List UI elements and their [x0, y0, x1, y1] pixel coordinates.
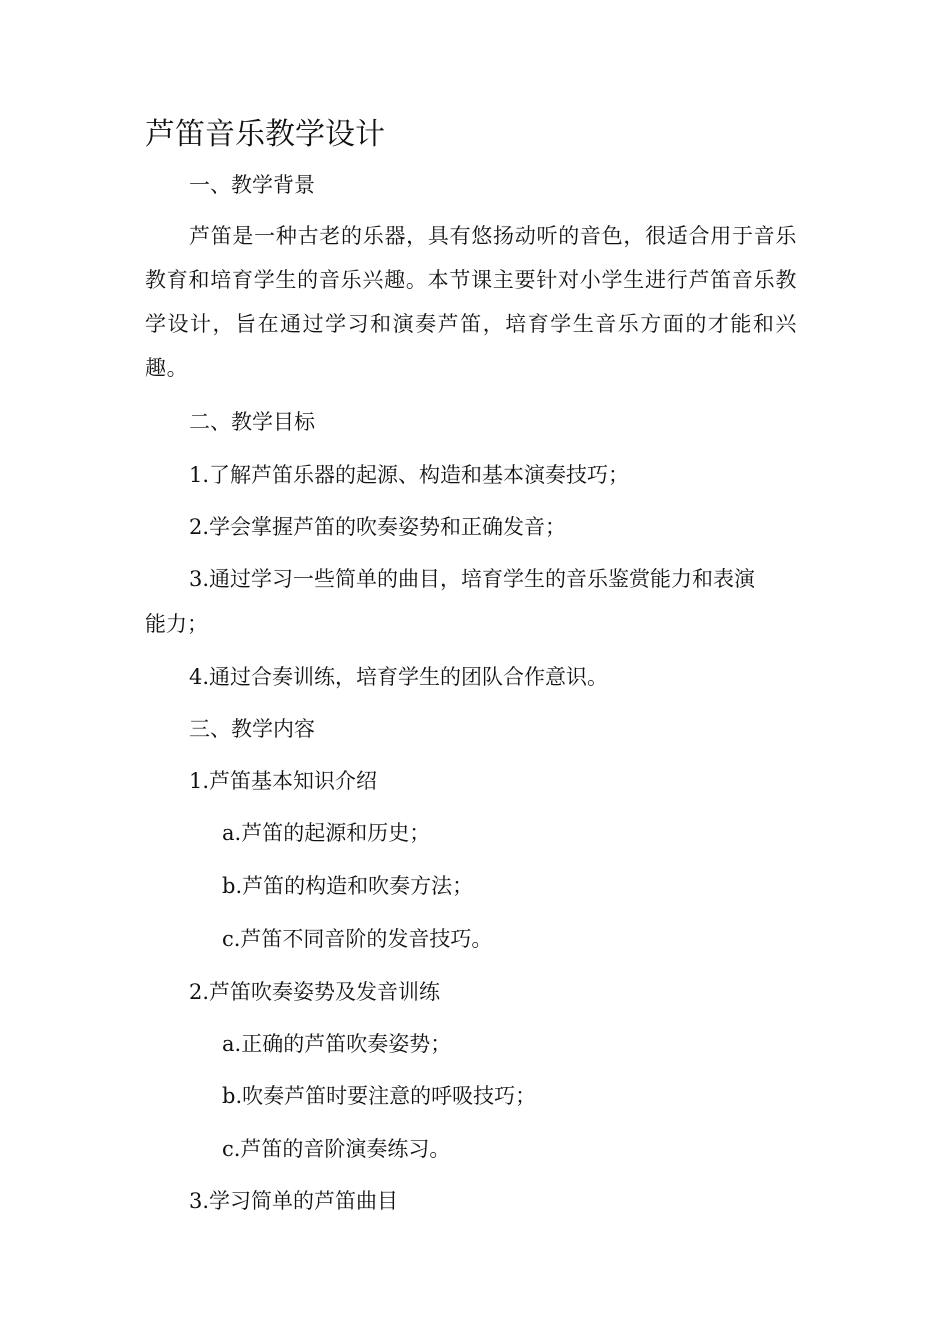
content-part-2-item-c: c.芦笛的音阶演奏练习。: [222, 1137, 451, 1161]
content-part-2-title: 2.芦笛吹奏姿势及发音训练: [189, 980, 441, 1004]
section-heading-background: 一、教学背景: [189, 173, 315, 197]
content-part-1-item-b: b.芦笛的构造和吹奏方法；: [222, 874, 474, 898]
objective-item-4: 4.通过合奏训练，培育学生的团队合作意识。: [189, 665, 609, 689]
content-part-1-item-c: c.芦笛不同音阶的发音技巧。: [222, 927, 493, 951]
objective-item-1: 1.了解芦笛乐器的起源、构造和基本演奏技巧；: [189, 463, 630, 487]
objective-item-2: 2.学会掌握芦笛的吹奏姿势和正确发音；: [189, 515, 567, 539]
background-paragraph: 芦笛是一种古老的乐器，具有悠扬动听的音色，很适合用于音乐教育和培育学生的音乐兴趣。本节课主要针对小学生进行芦笛音乐教学设计，旨在通过学习和演奏芦笛，培育学生音乐方面的才能和兴趣。: [145, 224, 797, 380]
objective-item-3-continued: 能力；: [145, 612, 208, 636]
content-part-1-title: 1.芦笛基本知识介绍: [189, 769, 378, 793]
section-heading-objectives: 二、教学目标: [189, 410, 315, 434]
objective-item-3: 3.通过学习一些简单的曲目，培育学生的音乐鉴赏能力和表演: [189, 567, 756, 591]
content-part-3-title: 3.学习简单的芦笛曲目: [189, 1189, 399, 1213]
document-title: 芦笛音乐教学设计: [145, 117, 385, 152]
content-part-1-item-a: a.芦笛的起源和历史；: [222, 821, 431, 845]
content-part-2-item-a: a.正确的芦笛吹奏姿势；: [222, 1032, 452, 1056]
content-part-2-item-b: b.吹奏芦笛时要注意的呼吸技巧；: [222, 1084, 537, 1108]
section-heading-content: 三、教学内容: [189, 717, 315, 741]
